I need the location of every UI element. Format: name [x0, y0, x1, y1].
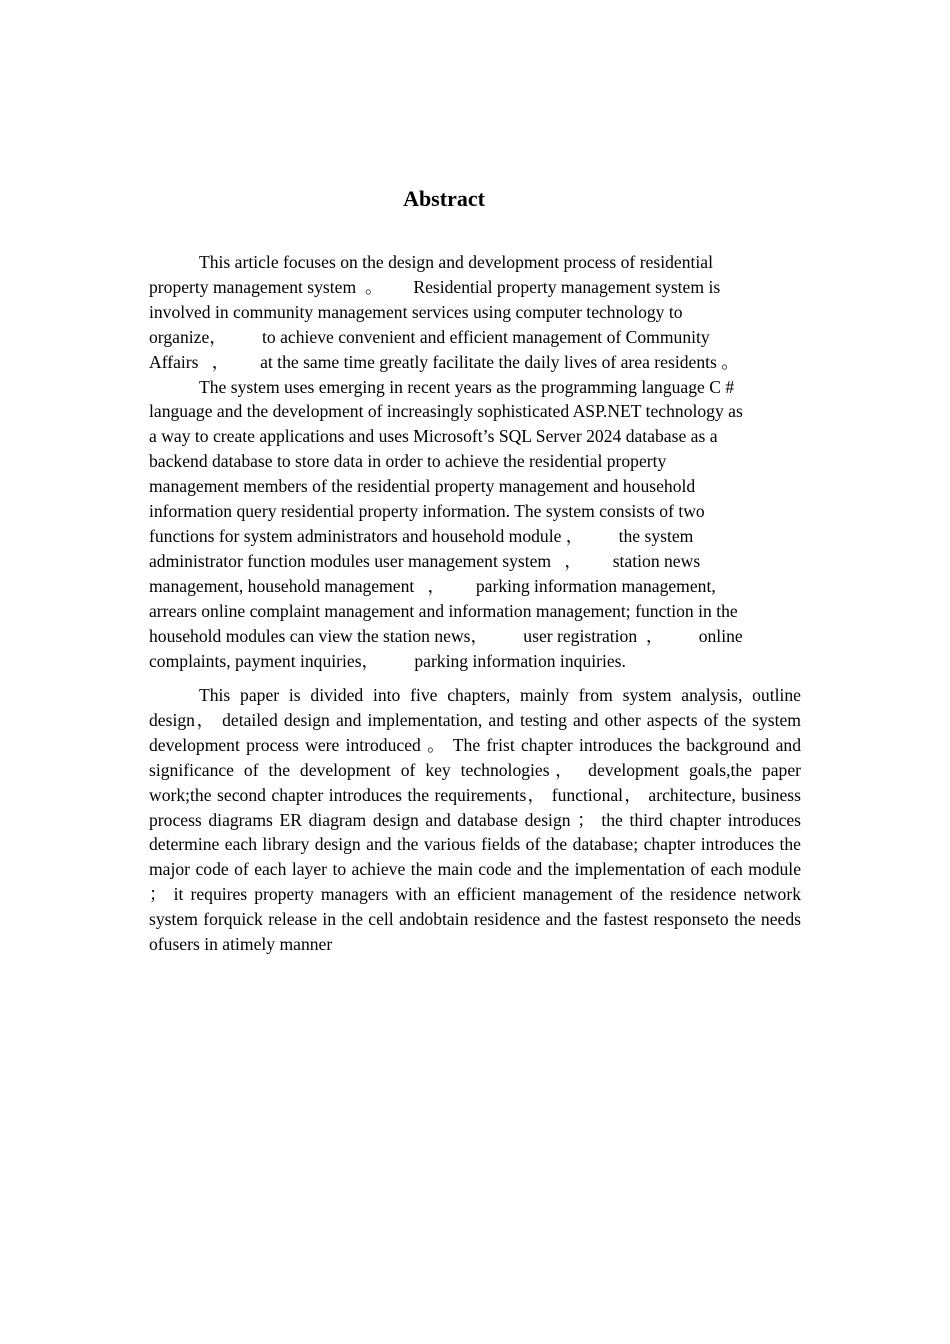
paragraph-2-line: complaints, payment inquiries， parking information inquiries.: [149, 650, 626, 671]
paragraph-2-line: a way to create applications and uses Microsoft’s SQL Server 2024 database as a: [149, 426, 718, 447]
paragraph-2-line: arrears online complaint management and information management; function in the: [149, 600, 738, 621]
paragraph-2-line: The system uses emerging in recent years as the programming language C #: [199, 376, 735, 397]
abstract-body-lines: [149, 250, 801, 673]
paragraph-1-line: Affairs ， at the same time greatly facilitate the daily lives of area residents 。: [149, 351, 739, 372]
paragraph-2-line: administrator function modules user management system ， station news: [149, 550, 701, 571]
abstract-title: Abstract: [403, 186, 485, 211]
paragraph-1-line: This article focuses on the design and development process of residential: [199, 252, 713, 272]
paragraph-2-line: language and the development of increasingly sophisticated ASP.NET technology as: [149, 401, 743, 422]
paragraph-1-line: organize， to achieve convenient and efficient management of Community: [149, 326, 710, 347]
paragraph-2-line: management members of the residential property management and household: [149, 476, 696, 497]
paragraph-2-line: backend database to store data in order to achieve the residential property: [149, 451, 667, 472]
paragraph-1-line: property management system 。 Residential property management system is: [149, 276, 721, 297]
paragraph-2-line: functions for system administrators and household module ， the system: [149, 525, 694, 546]
abstract-paragraph-3-block: [149, 683, 801, 957]
paragraph-1-line: involved in community management services using computer technology to: [149, 301, 683, 322]
paragraph-2-line: information query residential property information. The system consists of two: [149, 501, 705, 522]
paragraph-2-line: household modules can view the station news， user registration ， online: [149, 625, 743, 646]
abstract-paragraph-3: This paper is divided into five chapters, mainly from system analysis, outline design， detailed design and implementation, and testing and other aspects of the system development process were introduced 。 The frist chapter introduces the background and significance of the development of key technologies， development goals,the paper work;the second chapter introduces the requirements， functional， architecture, business process diagrams ER diagram design and database design ； the third chapter introduces determine each library design and the various fields of the database; chapter introduces the major code of each layer to achieve the main code and the implementation of each module ； it requires property managers with an efficient management of the residence network system forquick release in the cell andobtain residence and the fastest responseto the needs ofusers in atimely manner: [149, 685, 801, 955]
paragraph-2-line: management, household management ， parking information management,: [149, 575, 716, 596]
